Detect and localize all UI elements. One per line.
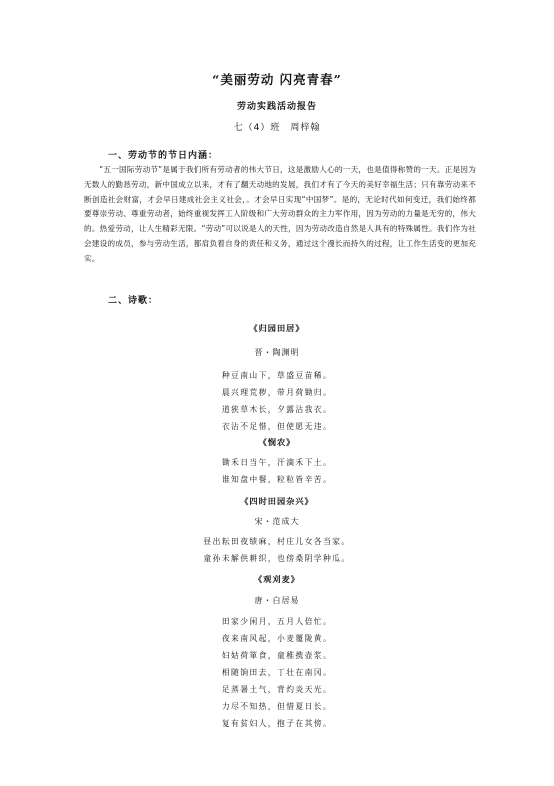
- poem-line: 道狭草木长，夕露沾我衣。: [221, 405, 333, 414]
- poem-line: 晨兴理荒秽，带月荷锄归。: [221, 388, 333, 397]
- poem-line: 衣沾不足惜，但使愿无违。: [221, 422, 333, 431]
- body-paragraph: “五一国际劳动节”是属于我们所有劳动者的伟大节日，这是激励人心的一天，也是值得称赞的一天。正是因为无数人的勤恳劳动，新中国成立以来，才有了翻天动地的发展，我们才有了今天的美好幸福生活；只有靠劳动来不断创造社会财富，才会早日建成社会主义社会，。才会早日实现“中国梦”。是的，无论时代如何变迁，我们始终都要尊崇劳动、尊重劳动者，始终重视发挥工人阶级和广大劳动群众的主力军作用，因为劳动的力量是无穷的，伟大的。热爱劳动，让人生精彩无限。“劳动”可以说是人的天性，因为劳动改造自然是人具有的特殊属性。我们作为社会建设的成员，参与劳动生活，都肩负着自身的责任和义务，通过这个漫长而持久的过程，让工作生活变的更加充实。: [84, 165, 476, 263]
- poem-title: 《悯农》: [258, 437, 296, 447]
- poem-line: 锄禾日当午，汗滴禾下土。: [221, 458, 333, 467]
- poem-title: 《归园田居》: [249, 323, 305, 333]
- poem-author: 晋・陶渊明: [254, 348, 300, 357]
- document-title: “美丽劳动 闪亮青春”: [212, 72, 342, 87]
- section-heading-poems: 二、诗歌：: [108, 296, 159, 306]
- poem-title: 《观刈麦》: [254, 574, 300, 584]
- poem-line: 夜来南风起，小麦覆陇黄。: [221, 634, 333, 643]
- poem-body: [0, 367, 554, 435]
- author-byline: 七（4）班 周梓翰: [233, 123, 321, 133]
- poem-author: 宋・范成大: [254, 517, 300, 526]
- poem-line: 种豆南山下，草盛豆苗稀。: [221, 371, 333, 380]
- poem-body: [0, 613, 554, 732]
- poem-line: 相随饷田去，丁壮在南冈。: [221, 668, 333, 677]
- poem-line: 复有贫妇人，抱子在其傍。: [221, 719, 333, 728]
- poem-line: 足蒸暑土气，背灼炎天光。: [221, 685, 333, 694]
- poem-body: [0, 454, 554, 488]
- poem-line: 昼出耘田夜绩麻，村庄儿女各当家。: [203, 537, 351, 546]
- poem-title: 《四时田园杂兴》: [240, 496, 314, 506]
- section-heading-meaning: 一、劳动节的节日内涵：: [108, 151, 219, 161]
- poem-line: 妇姑荷箪食，童稚携壶浆。: [221, 651, 333, 660]
- poem-body: [0, 533, 554, 567]
- poem-line: 力尽不知热，但惜夏日长。: [221, 702, 333, 711]
- poem-line: 谁知盘中餐，粒粒皆辛苦。: [221, 475, 333, 484]
- document-subtitle: 劳动实践活动报告: [236, 102, 317, 112]
- poem-line: 田家少闲月，五月人倍忙。: [221, 617, 333, 626]
- poem-line: 童孙未解供耕织，也傍桑阴学种瓜。: [203, 554, 351, 563]
- poem-author: 唐・白居易: [254, 596, 300, 605]
